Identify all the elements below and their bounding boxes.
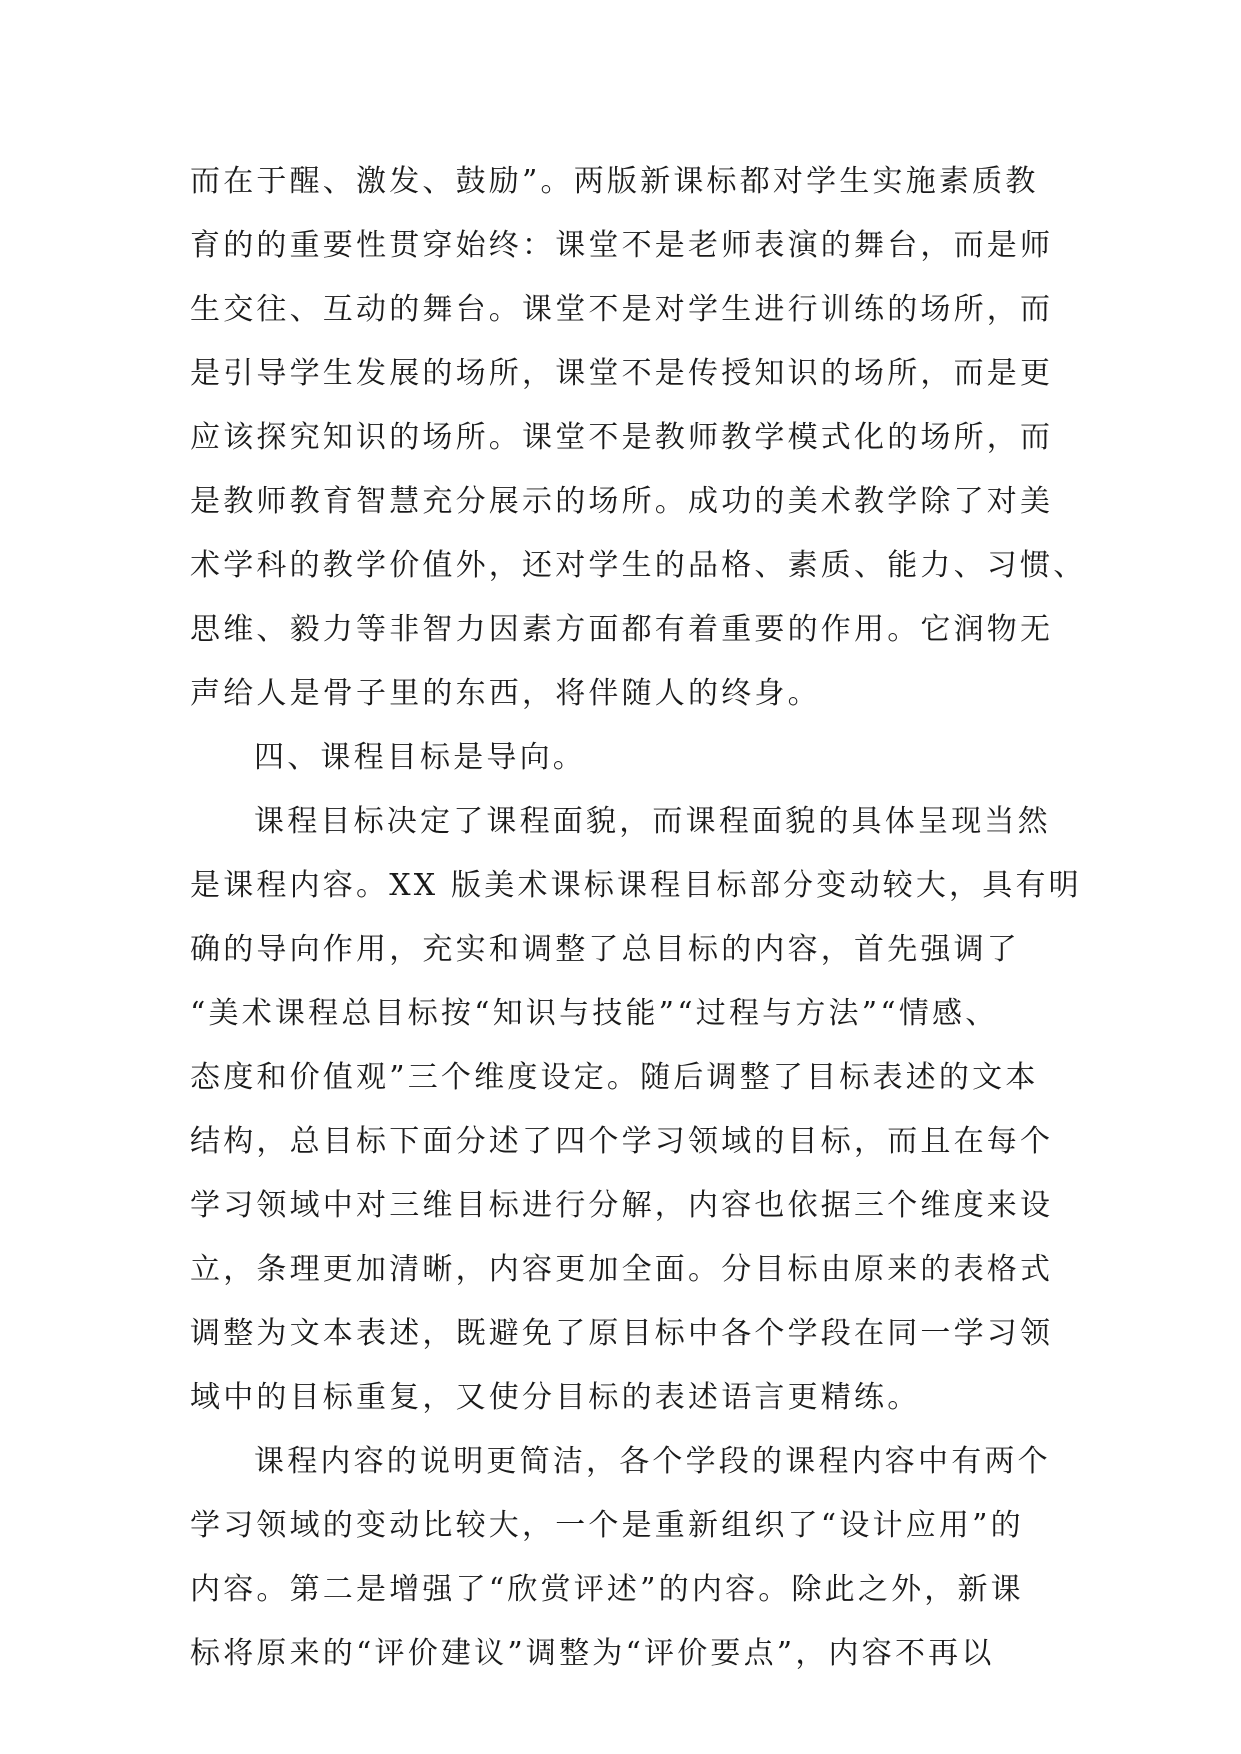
text-line: 应该探究知识的场所。课堂不是教师教学模式化的场所，而 — [190, 420, 1054, 455]
text-line: 而在于醒、激发、鼓励”。两版新课标都对学生实施素质教 — [190, 164, 1039, 199]
text-line: 内容。第二是增强了“欣赏评述”的内容。除此之外，新课 — [190, 1572, 1024, 1607]
text-line: 学习领域的变动比较大，一个是重新组织了“设计应用”的 — [190, 1508, 1024, 1543]
text-line: 标将原来的“评价建议”调整为“评价要点”，内容不再以 — [190, 1636, 995, 1671]
text-line: 结构，总目标下面分述了四个学习领域的目标，而且在每个 — [190, 1124, 1054, 1159]
body-text — [190, 150, 1087, 1686]
text-line: 是引导学生发展的场所，课堂不是传授知识的场所，而是更 — [190, 356, 1054, 391]
text-line: 学习领域中对三维目标进行分解，内容也依据三个维度来设 — [190, 1188, 1054, 1223]
text-line: 生交往、互动的舞台。课堂不是对学生进行训练的场所，而 — [190, 292, 1054, 327]
text-line: 术学科的教学价值外，还对学生的品格、素质、能力、习惯、 — [190, 548, 1087, 583]
text-line: 态度和价值观”三个维度设定。随后调整了目标表述的文本 — [190, 1060, 1039, 1095]
text-line: 是课程内容。XX 版美术课标课程目标部分变动较大，具有明 — [190, 868, 1082, 903]
text-line: 是教师教育智慧充分展示的场所。成功的美术教学除了对美 — [190, 484, 1054, 519]
section-heading: 四、课程目标是导向。 — [254, 740, 586, 775]
paragraph-start-line: 课程目标决定了课程面貌，而课程面貌的具体呈现当然 — [254, 804, 1051, 839]
text-line: “美术课程总目标按“知识与技能”“过程与方法”“情感、 — [190, 996, 999, 1031]
text-line: 确的导向作用，充实和调整了总目标的内容，首先强调了 — [190, 932, 1020, 967]
text-line: 调整为文本表述，既避免了原目标中各个学段在同一学习领 — [190, 1316, 1054, 1351]
text-line: 立，条理更加清晰，内容更加全面。分目标由原来的表格式 — [190, 1252, 1054, 1287]
text-line: 域中的目标重复，又使分目标的表述语言更精练。 — [190, 1380, 921, 1415]
text-line: 思维、毅力等非智力因素方面都有着重要的作用。它润物无 — [190, 612, 1054, 647]
paragraph-start-line: 课程内容的说明更简洁，各个学段的课程内容中有两个 — [254, 1444, 1051, 1479]
text-line: 育的的重要性贯穿始终：课堂不是老师表演的舞台，而是师 — [190, 228, 1054, 263]
text-line: 声给人是骨子里的东西，将伴随人的终身。 — [190, 676, 821, 711]
